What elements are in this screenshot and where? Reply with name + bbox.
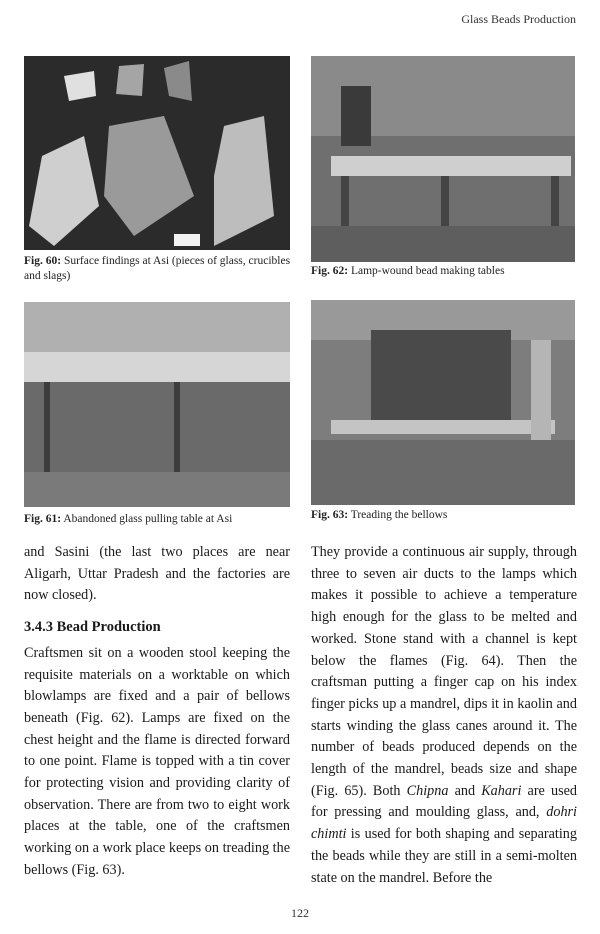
figure-caption-text: Treading the bellows xyxy=(350,509,448,521)
figure-63-caption xyxy=(311,508,581,523)
figure-60-photo xyxy=(24,56,290,250)
figure-63-photo xyxy=(311,300,575,505)
body-paragraph: Craftsmen sit on a wooden stool keeping the requisite materials on a worktable on which blowlamps are fixed and a pair of bellows beneath (Fig. 62). Lamps are fixed on the chest height and the flame is directed forward to one point. Flame is topped with a tin cover for protecting vision and providing clarity of observation. There are from two to eight work places at the table, one of the craftsmen working on a work place keeps on treading the bellows (Fig. 63). xyxy=(24,644,290,878)
page-number: 122 xyxy=(291,906,309,920)
figure-number: Fig. 62: xyxy=(311,265,349,277)
figure-caption-text: Abandoned glass pulling table at Asi xyxy=(63,513,233,525)
figure-caption-text: Surface findings at Asi (pieces of glass, crucibles and slags) xyxy=(24,255,291,282)
figure-61-caption xyxy=(24,512,304,527)
left-text-column xyxy=(24,542,290,882)
figure-number: Fig. 61: xyxy=(24,513,62,525)
figure-62-photo xyxy=(311,56,575,262)
figure-62-caption xyxy=(311,264,581,279)
intro-paragraph: and Sasini (the last two places are near Aligarh, Uttar Pradesh and the factories are now closed). xyxy=(24,544,290,604)
body-paragraph: They provide a continuous air supply, through three to seven air ducts to the lamps which makes it possible to achieve a temperature high enough for the glass to be melted and worked. Stone stand with a channel is kept below the flames (Fig. 64). Then the craftsman putting a finger cap on his index finger picks up a mandrel, dips it in kaolin and starts winding the glass canes around it. The number of beads produced depends on the length of the mandrel, beads size and shape (Fig. 65). Both Chipna and Kahari are used for pressing and moulding glass, and, dohri chimti is used for both shaping and separating the beads while they are still in a semi-molten state on the mandrel. Before the xyxy=(311,544,577,886)
figure-61-photo xyxy=(24,302,290,507)
right-text-column xyxy=(311,542,577,889)
running-head: Glass Beads Production xyxy=(461,12,576,26)
section-heading: 3.4.3 Bead Production xyxy=(24,619,161,636)
figure-number: Fig. 60: xyxy=(24,255,62,267)
figure-60-caption xyxy=(24,254,294,284)
figure-caption-text: Lamp-wound bead making tables xyxy=(350,265,505,277)
figure-number: Fig. 63: xyxy=(311,509,349,521)
